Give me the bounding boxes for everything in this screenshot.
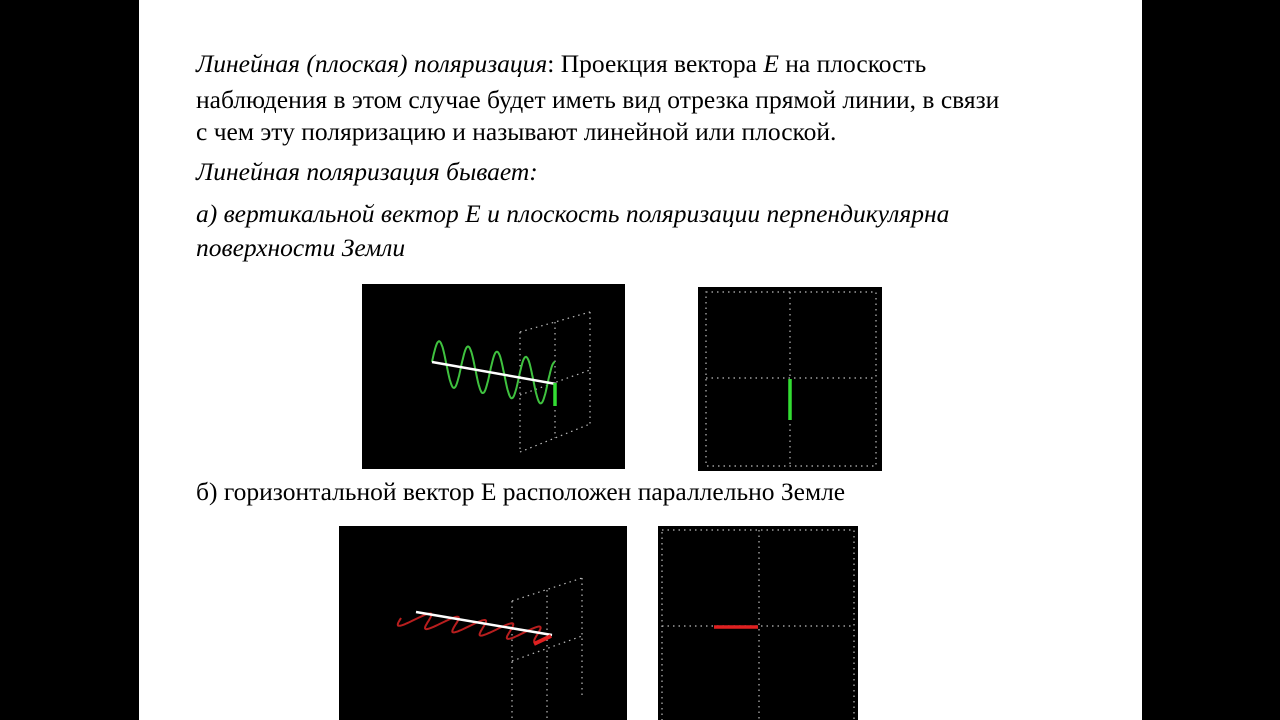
term-linear-polarization: Линейная (плоская) поляризация [196,49,548,78]
types-heading: Линейная поляризация бывает: [196,157,538,186]
horizontal-wave-curve [398,614,551,643]
vertical-line1: а) вертикальной вектор Е и плоскость поляризации перпендикулярна [196,199,950,228]
horizontal-line1: б) горизонтальной вектор Е расположен параллельно Земле [196,477,846,506]
line1-prefix: : Проекция вектора [547,49,764,78]
horizontal-projection-plane [512,578,582,720]
propagation-axis-horizontal [416,612,552,635]
line1-suffix: на плоскость [778,49,927,78]
projection-grid-horizontal [662,530,854,720]
vertical-wave-figure [362,284,625,469]
vertical-projection-plane [520,312,590,452]
vertical-line2: поверхности Земли [196,233,406,262]
paragraph1-line1 [196,48,926,80]
horizontal-projection-figure [658,526,858,720]
horizontal-wave-figure [339,526,627,720]
vector-symbol: E [763,49,779,78]
paragraph1-line3: с чем эту поляризацию и называют линейной или плоской. [196,117,837,146]
slide [139,0,1142,720]
vertical-projection-figure [698,287,882,471]
paragraph1-line2: наблюдения в этом случае будет иметь вид отрезка прямой линии, в связи [196,85,1000,114]
